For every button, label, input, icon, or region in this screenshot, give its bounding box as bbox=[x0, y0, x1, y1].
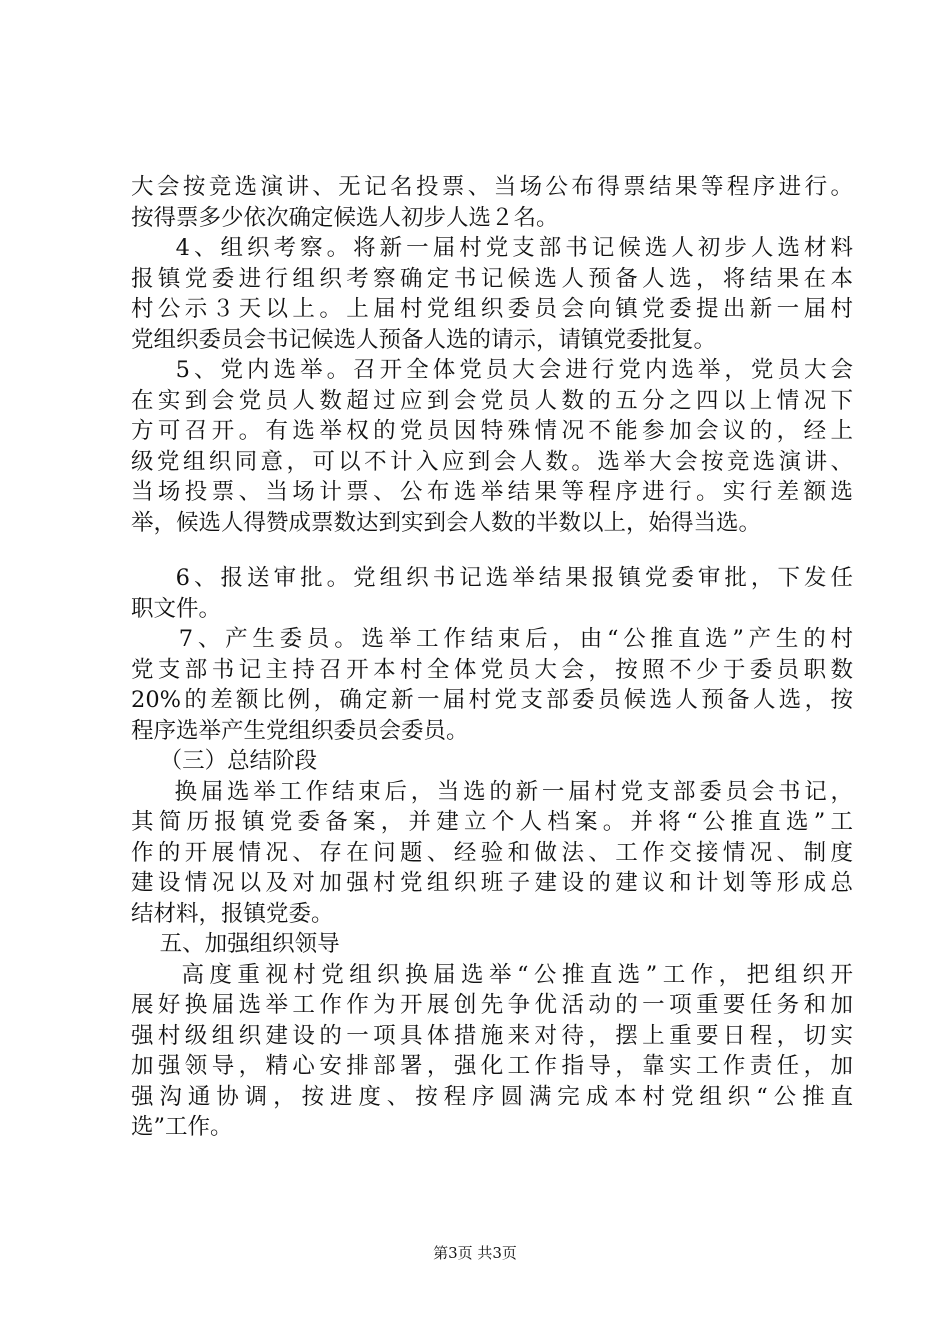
paragraph-4-organization-review bbox=[131, 233, 853, 355]
text-line: 级党组织同意，可以不计入应到会人数。选举大会按竞选演讲、 bbox=[131, 448, 853, 475]
text-line: 展好换届选举工作作为开展创先争优活动的一项重要任务和加 bbox=[131, 992, 853, 1018]
heading-section-five bbox=[131, 929, 853, 960]
text-line: 村公示３天以上。上届村党组织委员会向镇党委提出新一届村 bbox=[131, 296, 853, 322]
text-line: 高度重视村党组织换届选举“公推直选”工作，把组织开 bbox=[131, 961, 853, 988]
text-line: 按得票多少依次确定候选人初步人选２名。 bbox=[131, 204, 559, 231]
text-line: 五、加强组织领导 bbox=[131, 931, 340, 957]
text-line: 结材料，报镇党委。 bbox=[131, 900, 334, 927]
paragraph-summary bbox=[131, 777, 853, 930]
text-line: 7、产生委员。选举工作结束后，由“公推直选”产生的村 bbox=[131, 626, 853, 652]
text-line: 报镇党委进行组织考察确定书记候选人预备人选，将结果在本 bbox=[131, 265, 853, 292]
document-body bbox=[131, 172, 853, 1143]
text-line: 4、组织考察。将新一届村党支部书记候选人初步人选材料 bbox=[131, 235, 853, 261]
text-line: 程序选举产生党组织委员会委员。 bbox=[131, 717, 469, 744]
text-line: 加强领导，精心安排部署，强化工作指导，靠实工作责任，加 bbox=[131, 1053, 853, 1079]
paragraph-3-continuation bbox=[131, 172, 853, 233]
text-line: （三）总结阶段 bbox=[131, 748, 318, 774]
text-line: 党组织委员会书记候选人预备人选的请示，请镇党委批复。 bbox=[131, 326, 717, 353]
text-line: 党支部书记主持召开本村全体党员大会，按照不少于委员职数 bbox=[131, 656, 853, 683]
paragraph-leadership bbox=[131, 960, 853, 1143]
text-line: 强村级组织建设的一项具体措施来对待，摆上重要日程，切实 bbox=[131, 1022, 853, 1049]
text-line: 其简历报镇党委备案，并建立个人档案。并将“公推直选”工 bbox=[131, 809, 853, 835]
text-line: 20%的差额比例，确定新一届村党支部委员候选人预备人选，按 bbox=[131, 687, 853, 713]
text-line: 当场投票、当场计票、公布选举结果等程序进行。实行差额选 bbox=[131, 479, 853, 505]
text-line: 5、党内选举。召开全体党员大会进行党内选举，党员大会 bbox=[131, 357, 853, 383]
text-line: 职文件。 bbox=[131, 595, 222, 622]
text-line: 建设情况以及对加强村党组织班子建设的建议和计划等形成总 bbox=[131, 870, 853, 896]
text-line: 选”工作。 bbox=[131, 1114, 233, 1140]
text-line: 大会按竞选演讲、无记名投票、当场公布得票结果等程序进行。 bbox=[131, 174, 853, 200]
page-footer bbox=[0, 1243, 950, 1263]
text-line: 6、报送审批。党组织书记选举结果报镇党委审批，下发任 bbox=[131, 565, 853, 591]
text-line: 换届选举工作结束后，当选的新一届村党支部委员会书记， bbox=[131, 778, 853, 805]
text-line: 方可召开。有选举权的党员因特殊情况不能参加会议的，经上 bbox=[131, 418, 853, 444]
text-line: 举，候选人得赞成票数达到实到会人数的半数以上，始得当选。 bbox=[131, 509, 762, 536]
paragraph-5-party-election bbox=[131, 355, 853, 538]
text-line: 强沟通协调，按进度、按程序圆满完成本村党组织“公推直 bbox=[131, 1083, 853, 1110]
paragraph-7-committee-members bbox=[131, 624, 853, 746]
text-line: 在实到会党员人数超过应到会党员人数的五分之四以上情况下 bbox=[131, 387, 853, 414]
page-number-label: 第3页 共3页 bbox=[433, 1244, 517, 1262]
text-line: 作的开展情况、存在问题、经验和做法、工作交接情况、制度 bbox=[131, 839, 853, 866]
heading-summary-stage bbox=[131, 746, 853, 777]
paragraph-spacing bbox=[131, 538, 853, 563]
paragraph-6-report-approval bbox=[131, 563, 853, 624]
